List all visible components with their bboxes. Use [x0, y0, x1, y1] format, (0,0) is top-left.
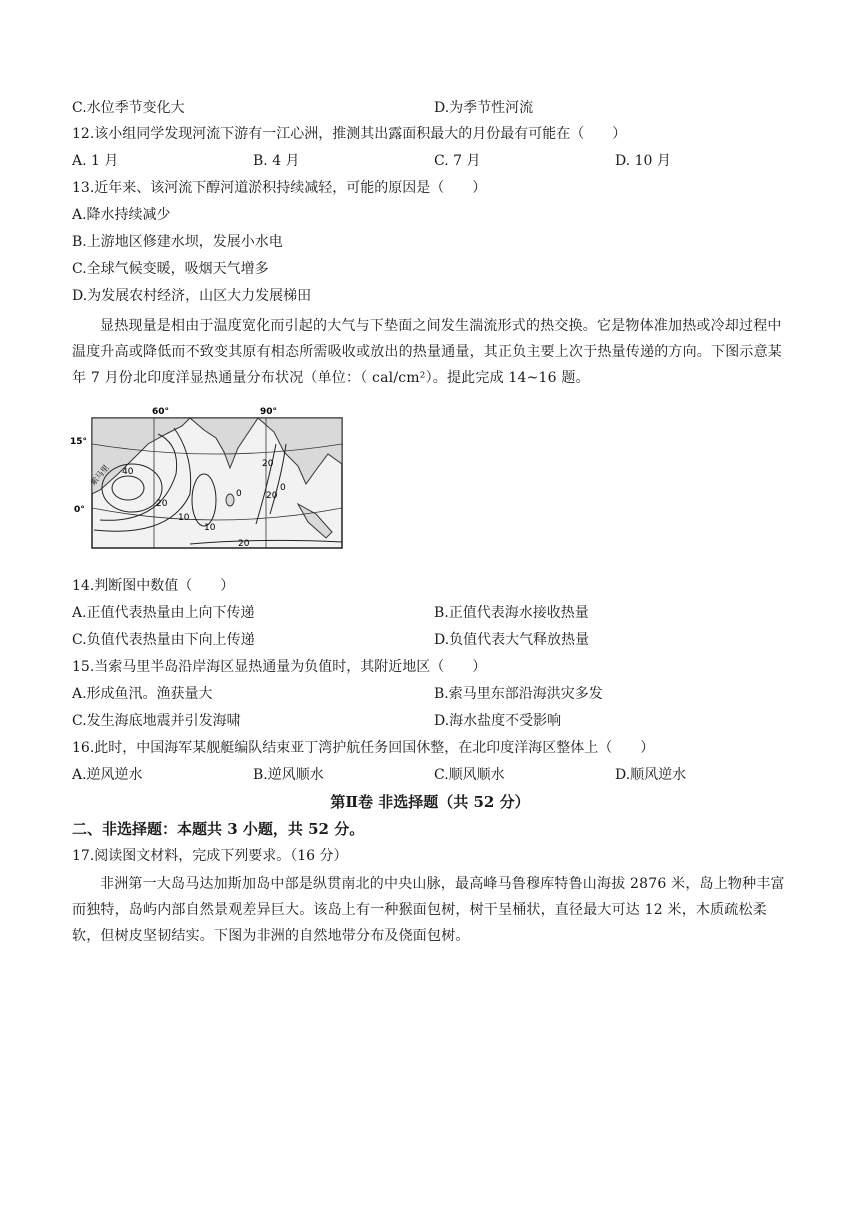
q15-option-c: C.发生海底地震并引发海啸 [72, 713, 241, 729]
lat-label-15: 15° [70, 437, 88, 447]
q16-option-c: C.顺风顺水 [434, 767, 505, 783]
contour-label-2: 20 [156, 499, 168, 509]
q13-stem: 13.近年来、该河流下醇河道淤积持续减轻，可能的原因是（ ） [72, 180, 487, 196]
place-label-somalia: 索马里 [88, 463, 111, 488]
q13-option-b: B.上游地区修建水坝，发展小水电 [72, 234, 283, 250]
lat-label-0: 0° [74, 505, 85, 515]
q11-option-d: D.为季节性河流 [434, 100, 534, 116]
passage-sensible-heat: 显热现量是相由于温度宽化而引起的大气与下垫面之间发生湍流形式的热交换。它是物体准加热或冷却过程中温度升高或降低而不致变其原有相态所需吸收或放出的热量通量，其正负主要上次于热量传递的方向。下图示意某年 7 月份北印度洋显热通量分布状况（单位：（ cal/cm²）。提此完成 14~16 题。 [72, 318, 782, 386]
q14-option-c: C.负值代表热量由下向上传递 [72, 632, 255, 648]
contour-label-4: 0 [236, 489, 242, 499]
section-2-heading: 二、非选择题：本题共 3 小题，共 52 分。 [72, 820, 365, 838]
q12-option-b: B. 4 月 [253, 153, 300, 169]
contour-label-1: 40 [122, 467, 134, 477]
q15-option-b: B.索马里东部沿海洪灾多发 [434, 686, 603, 702]
q16-stem: 16.此时，中国海军某舰艇编队结束亚丁湾护航任务回国休整，在北印度洋海区整体上（ ） [72, 740, 655, 756]
contour-label-8: 20 [266, 491, 278, 501]
q15-option-d: D.海水盐度不受影响 [434, 713, 562, 729]
q14-option-a: A.正值代表热量由上向下传递 [72, 605, 255, 621]
q14-stem: 14.判断图中数值（ ） [72, 578, 235, 594]
q13-option-c: C.全球气候变暖，吸烟天气增多 [72, 261, 269, 277]
q13-option-a: A.降水持续减少 [72, 207, 171, 223]
q16-option-b: B.逆风顺水 [253, 767, 324, 783]
q16-option-a: A.逆风逆水 [72, 767, 143, 783]
lon-label-90: 90° [260, 407, 278, 417]
indian-ocean-heat-flux-map [70, 404, 352, 554]
section-2-title: 第Ⅱ卷 非选择题（共 52 分） [330, 793, 530, 811]
q15-stem: 15.当索马里半岛沿岸海区显热通量为负值时，其附近地区（ ） [72, 659, 487, 675]
contour-label-3: 10 [178, 513, 190, 523]
q14-option-d: D.负值代表大气释放热量 [434, 632, 590, 648]
q15-option-a: A.形成鱼汛。渔获量大 [72, 686, 213, 702]
contour-label-5: 10 [204, 523, 216, 533]
lon-label-60: 60° [152, 407, 170, 417]
q17-passage: 非洲第一大岛马达加斯加岛中部是纵贯南北的中央山脉，最高峰马鲁穆库特鲁山海拔 2876 米，岛上物种丰富而独特，岛屿内部自然景观差异巨大。该岛上有一种猴面包树，树干呈桶状，直径最大可达 12 米，木质疏松柔软，但树皮坚韧结实。下图为非洲的自然地带分布及侥面包树。 [72, 876, 785, 944]
q12-option-d: D. 10 月 [615, 153, 671, 169]
contour-label-6: 20 [262, 459, 274, 469]
q12-stem: 12.该小组同学发现河流下游有一江心洲，推测其出露面积最大的月份最有可能在（ ） [72, 126, 627, 142]
q12-option-c: C. 7 月 [434, 153, 481, 169]
q17-stem: 17.阅读图文材料，完成下列要求。（16 分） [72, 848, 348, 864]
q16-option-d: D.顺风逆水 [615, 767, 687, 783]
q14-option-b: B.正值代表海水接收热量 [434, 605, 589, 621]
contour-label-7: 0 [280, 483, 286, 493]
q11-option-c: C.水位季节变化大 [72, 100, 185, 116]
contour-label-9: 20 [238, 539, 250, 549]
q12-option-a: A. 1 月 [72, 153, 119, 169]
q13-option-d: D.为发展农村经济，山区大力发展梯田 [72, 288, 312, 304]
